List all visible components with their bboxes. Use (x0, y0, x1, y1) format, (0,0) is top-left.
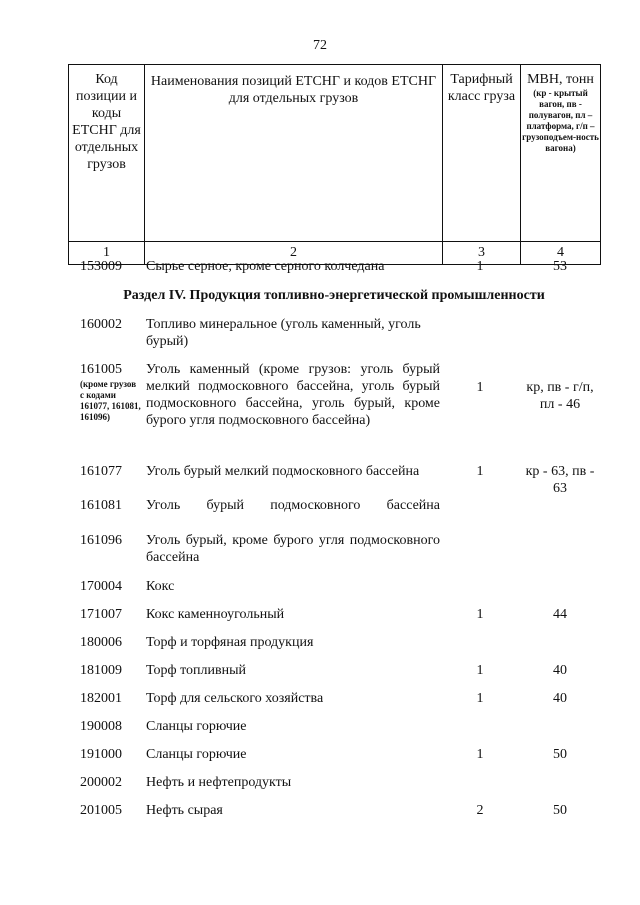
row-class: 1 (476, 663, 484, 678)
page-number: 72 (313, 38, 327, 53)
row-name: Нефть и нефтепродукты (146, 775, 292, 790)
row-code: 181009 (80, 663, 122, 678)
row-code: 161081 (80, 498, 122, 513)
row-class: 1 (476, 464, 484, 479)
row-mvn: 50 (553, 803, 567, 818)
section-title: Раздел IV. Продукция топливно-энергетической промышленности (123, 288, 545, 303)
column-number: 4 (521, 242, 601, 265)
row-name: Сырье серное, кроме серного колчедана (146, 259, 385, 274)
header-col-class: Тарифный класс груза (443, 65, 521, 242)
row-name: Торф топливный (146, 663, 246, 678)
row-class: 1 (476, 607, 484, 622)
header-col-mvn-sub: (кр - крытый вагон, пв - полувагон, пл – платформа, г/п – грузоподъем-ность вагона) (522, 88, 599, 153)
row-name: Нефть сырая (146, 803, 223, 818)
header-table (68, 64, 601, 265)
column-number: 1 (69, 242, 145, 265)
row-class: 1 (476, 691, 484, 706)
row-name: Сланцы горючие (146, 719, 247, 734)
row-name: Торф для сельского хозяйства (146, 691, 324, 706)
row-class: 2 (476, 803, 484, 818)
row-code: 161096 (80, 533, 122, 548)
row-name: Сланцы горючие (146, 747, 247, 762)
row-class: 1 (476, 747, 484, 762)
row-name: Уголь бурый мелкий подмосковного бассейна (146, 464, 420, 479)
row-name: Уголь каменный (кроме грузов: уголь бурый мелкий подмосковного бассейна, уголь бурый подмосковного бассейна, уголь бурый, кроме бурого угля подмосковного бассейна) (146, 362, 440, 428)
row-name: Кокс каменноугольный (146, 607, 285, 622)
row-code: 191000 (80, 747, 122, 762)
row-code: 171007 (80, 607, 122, 622)
column-number: 3 (443, 242, 521, 265)
row-mvn: кр - 63, пв - 63 (525, 464, 595, 496)
row-name: Торф и торфяная продукция (146, 635, 314, 650)
row-class: 1 (476, 259, 484, 274)
row-code: 180006 (80, 635, 122, 650)
row-code: 161005 (80, 362, 122, 377)
row-code-note: (кроме грузов с кодами 161077, 161081, 161096) (80, 379, 141, 422)
row-name: Уголь бурый, кроме бурого угля подмосковного бассейна (146, 533, 440, 565)
row-class: 1 (476, 380, 484, 395)
column-number: 2 (145, 242, 443, 265)
header-col-code: Код позиции и коды ЕТСНГ для отдельных грузов (69, 65, 145, 242)
row-name: Топливо минеральное (уголь каменный, уголь бурый) (146, 317, 421, 349)
row-mvn: 53 (553, 259, 567, 274)
row-code: 200002 (80, 775, 122, 790)
row-name: Уголь бурый подмосковного бассейна (146, 498, 440, 513)
header-col-mvn (521, 65, 601, 242)
row-name: Кокс (146, 579, 175, 594)
header-col-mvn-main: МВН, тонн (527, 72, 594, 87)
row-code: 190008 (80, 719, 122, 734)
row-code: 161077 (80, 464, 122, 479)
row-code: 182001 (80, 691, 122, 706)
row-mvn: 50 (553, 747, 567, 762)
header-row (69, 65, 601, 242)
row-mvn: 40 (553, 663, 567, 678)
row-code: 170004 (80, 579, 122, 594)
row-mvn: кр, пв - г/п, пл - 46 (526, 380, 594, 412)
row-mvn: 44 (553, 607, 567, 622)
row-mvn: 40 (553, 691, 567, 706)
row-code: 153009 (80, 259, 122, 274)
row-code: 160002 (80, 317, 122, 332)
row-code: 201005 (80, 803, 122, 818)
header-col-name: Наименования позиций ЕТСНГ и кодов ЕТСНГ для отдельных грузов (145, 65, 443, 242)
